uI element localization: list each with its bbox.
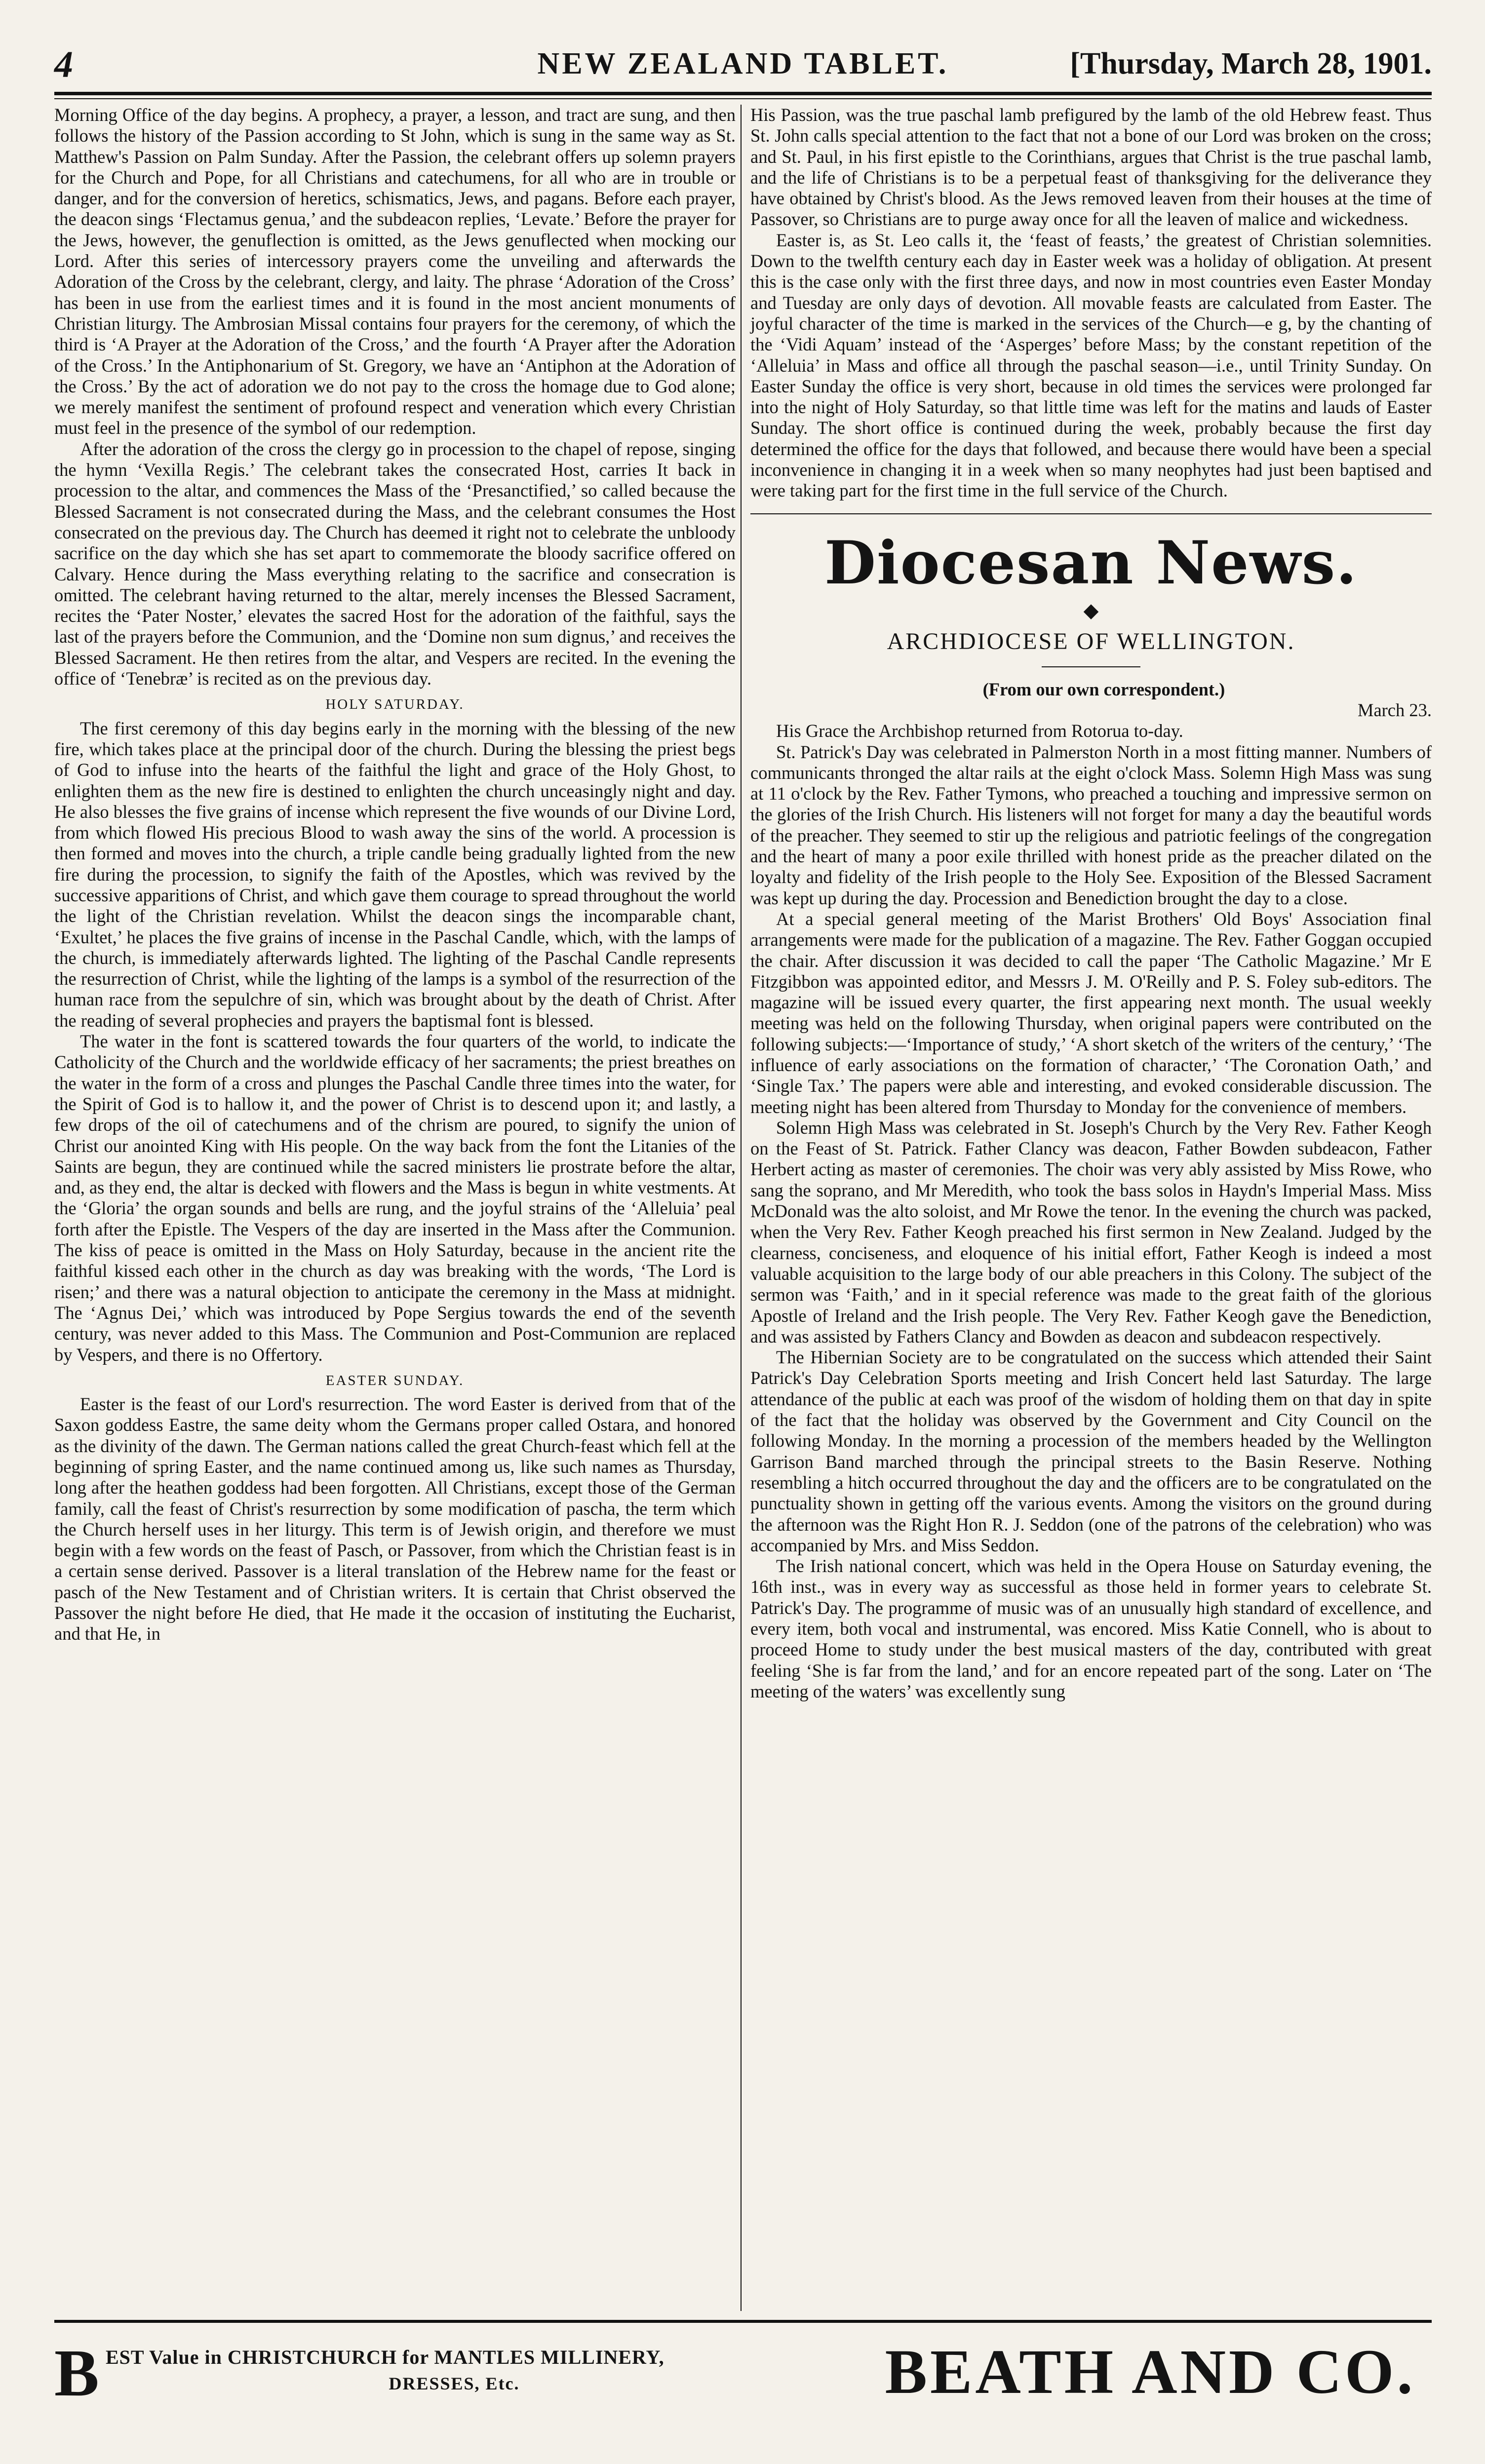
diocesan-news-heading: Diocesan News. [824, 528, 1358, 598]
section-heading-holy-saturday: HOLY SATURDAY. [325, 696, 465, 713]
right-column [750, 105, 1432, 1702]
news-paragraph: St. Patrick's Day was celebrated in Palmerston North in a most fitting manner. Numbers of communicants thronged the altar rails at the eight o'clock Mass. Solemn High Mass was sung at 11 o'clock by the Rev. Father Tymons, who preached a touching and impressive sermon on the glories of the Irish Church. His listeners will not forget for many a day the beautiful words of the preacher. They seemed to stir up the religious and patriotic feelings of the congregation and the heart of many a poor exile thrilled with honest pride as the preacher dilated on the loyalty and fidelity of the Irish people to the Holy See. Exposition of the Blessed Sacrament was kept up during the day. Procession and Benediction brought the day to a close. [750, 741, 1432, 908]
masthead-rule-thin [54, 98, 1432, 99]
news-paragraph: At a special general meeting of the Marist Brothers' Old Boys' Association final arrangements were made for the publication of a magazine. The Rev. Father Goggan occupied the chair. After discussion it was decided to call the paper ‘The Catholic Magazine.’ Mr E Fitzgibbon was appointed editor, and Messrs J. M. O'Reilly and P. S. Foley sub-editors. The magazine will be issued every quarter, the first appearing next month. The usual weekly meeting was held on the following Thursday, when original papers were contributed on the following subjects:—‘Importance of study,’ ‘A short sketch of the writers of the century,’ ‘The influence of early associations on the formation of character,’ ‘The Coronation Oath,’ and ‘Single Tax.’ The papers were able and interesting, and evoked considerable discussion. The meeting night has been altered from Thursday to Monday for the convenience of members. [750, 908, 1432, 1117]
dateline: March 23. [1357, 699, 1432, 720]
page-number: 4 [54, 44, 73, 85]
article-paragraph: The first ceremony of this day begins early in the morning with the blessing of the new fire, which takes place at the principal door of the church. During the blessing the priest begs of God to infuse into the hearts of the faithful the light and grace of the Holy Ghost, to enlighten them as the new fire is destined to enlighten the church unceasingly night and day. He also blesses the five grains of incense which represent the five wounds of our Divine Lord, from which flowed His precious Blood to wash away the sins of the world. A procession is then formed and moves into the church, a triple candle being gradually lighted from the new fire during the procession, to signify the faith of the Apostles, which was revived by the successive apparitions of Christ, and which gave them courage to spread throughout the world the light of the Christian revelation. Whilst the deacon sings the incomparable chant, ‘Exultet,’ he places the five grains of incense in the Paschal Candle, which, with the lamps of the church, is immediately afterwards lighted. The lighting of the Paschal Candle represents the resurrection of Christ, while the lighting of the lamps is a symbol of the resurrection of the human race from the sepulchre of sin, which was brought about by the death of Christ. After the reading of several prophecies and prayers the baptismal font is blessed. [54, 718, 736, 1031]
article-paragraph: Easter is, as St. Leo calls it, the ‘feast of feasts,’ the greatest of Christian solemnities. Down to the twelfth century each day in Easter week was a holiday of obligation. At present this is the case only with the first three days, and now in most countries even Easter Monday and Tuesday are only days of devotion. All movable feasts are calculated from Easter. The joyful character of the time is marked in the services of the Church—e g, by the chanting of the ‘Vidi Aquam’ instead of the ‘Asperges’ before Mass; by the constant repetition of the ‘Alleluia’ in Mass and office all through the paschal season—i.e., until Trinity Sunday. On Easter Sunday the office is very short, because in old times the services were prolonged far into the night of Holy Saturday, so that little time was left for the matins and lauds of Easter Sunday. The short office is continued during the week, probably because the first day determined the office for the days that followed, and because there would have been a special inconvenience in changing it in a week when so many neophytes had just been baptised and were taking part for the first time in the full service of the Church. [750, 230, 1432, 501]
article-paragraph: Morning Office of the day begins. A prophecy, a prayer, a lesson, and tract are sung, and then follows the history of the Passion according to St John, which is sung in the same way as St. Matthew's Passion on Palm Sunday. After the Passion, the celebrant offers up solemn prayers for the Church and Pope, for all Christians and catechumens, for all who are in trouble or danger, and for the conversion of heretics, schismatics, Jews, and pagans. Before each prayer, the deacon sings ‘Flectamus genua,’ and the subdeacon replies, ‘Levate.’ Before the prayer for the Jews, however, the genuflection is omitted, as the Jews genuflected when mocking our Lord. After this series of intercessory prayers come the unveiling and afterwards the Adoration of the Cross by the celebrant, clergy, and laity. The phrase ‘Adoration of the Cross’ has been in use from the earliest times and it is found in the most ancient monuments of Christian liturgy. The Ambrosian Missal contains four prayers for the ceremony, of which the third is ‘A Prayer at the Adoration of the Cross,’ and the fourth ‘A Prayer after the Adoration of the Cross.’ In the Antiphonarium of St. Gregory, we have an ‘Antiphon at the Adoration of the Cross.’ By the act of adoration we do not pay to the cross the homage due to God alone; we merely manifest the sentiment of profound respect and veneration which every Christian must feel in the presence of the symbol of our redemption. [54, 105, 736, 438]
left-column [54, 105, 736, 1645]
news-paragraph: His Grace the Archbishop returned from Rotorua to-day. [776, 721, 1183, 741]
article-paragraph: After the adoration of the cross the clergy go in procession to the chapel of repose, singing the hymn ‘Vexilla Regis.’ The celebrant takes the consecrated Host, carries It back in procession to the altar, and commences the Mass of the ‘Presanctified,’ so called because the Blessed Sacrament is not consecrated during the Mass, and the celebrant consumes the Host consecrated on the previous day. The Church has deemed it right not to celebrate the unbloody sacrifice on the day which she has set apart to commemorate the bloody sacrifice offered on Calvary. Hence during the Mass everything relating to the sacrifice and consecration is omitted. The celebrant having returned to the altar, merely incenses the Blessed Sacrament, recites the ‘Pater Noster,’ elevates the sacred Host for the adoration of the faithful, says the last of the prayers before the Communion, and the ‘Domine non sum dignus,’ and receives the Blessed Sacrament. He then retires from the altar, and Vespers are recited. In the evening the office of ‘Tenebræ’ is recited as on the previous day. [54, 438, 736, 689]
short-rule [1042, 666, 1140, 667]
section-rule [750, 513, 1432, 514]
article-paragraph: His Passion, was the true paschal lamb prefigured by the lamb of the old Hebrew feast. Thus St. John calls special attention to the fact that not a bone of our Lord was broken on the cross; and St. Paul, in his first epistle to the Corinthians, argues that Christ is the true paschal lamb, and the life of Christians is to be a perpetual feast of thanksgiving for the deliverance they have obtained by Christ's blood. As the Jews removed leaven from their houses at the time of Passover, so Christians are to purge away once for all the leaven of malice and wickedness. [750, 105, 1432, 230]
article-paragraph: The water in the font is scattered towards the four quarters of the world, to indicate the Catholicity of the Church and the worldwide efficacy of her sacraments; the priest breathes on the water in the form of a cross and plunges the Paschal Candle three times into the water, for the Spirit of God is to hallow it, and the power of Christ is to descend upon it; and lastly, a few drops of the oil of catechumens and of the chrism are poured, to signify the union of Christ our anointed King with His people. On the way back from the font the Litanies of the Saints are begun, they are continued while the sacred ministers lie prostrate before the altar, and, as they end, the altar is decked with flowers and the Mass is begun in white vestments. At the ‘Gloria’ the organ sounds and bells are rung, and the joyful strains of the ‘Alleluia’ peal forth after the Epistle. The Vespers of the day are inserted in the Mass after the Communion. The kiss of peace is omitted in the Mass on Holy Saturday, because in the ancient rite the faithful kissed each other in the church as day was breaking with the words, ‘The Lord is risen;’ and there was a natural objection to anticipate the ceremony in the Mass at midnight. The ‘Agnus Dei,’ which was introduced by Pope Sergius towards the end of the seventh century, was never added to this Mass. The Communion and Post-Communion are replaced by Vespers, and there is no Offertory. [54, 1031, 736, 1365]
archdiocese-heading: ARCHDIOCESE OF WELLINGTON. [887, 628, 1295, 654]
advert-initial-letter: B [54, 2336, 99, 2410]
column-divider [741, 105, 742, 2311]
masthead [54, 43, 1432, 88]
masthead-rule-thick [54, 92, 1432, 95]
section-heading-easter-sunday: EASTER SUNDAY. [325, 1372, 465, 1388]
issue-date: [Thursday, March 28, 1901. [1070, 47, 1432, 80]
correspondent-line: (From our own correspondent.) [982, 679, 1225, 699]
footer-rule [54, 2320, 1432, 2323]
newspaper-title: NEW ZEALAND TABLET. [537, 47, 949, 80]
news-paragraph: The Irish national concert, which was held in the Opera House on Saturday evening, the 16th inst., was in every way as successful as those held in former years to celebrate St. Patrick's Day. The programme of music was of an unusually high standard of excellence, and every item, both vocal and instrumental, was encored. Miss Katie Connell, who is about to proceed Home to study under the best musical masters of the day, contributed with great feeling ‘She is far from the land,’ and for an encore repeated part of the song. Later on ‘The meeting of the waters’ was excellently sung [750, 1556, 1432, 1701]
footer-advert-text [54, 2336, 854, 2414]
ornament-divider: ◆ [1083, 599, 1099, 621]
advert-line-1: EST Value in CHRISTCHURCH for MANTLES MILLINERY, [106, 2346, 664, 2368]
advert-line-2: DRESSES, Etc. [389, 2374, 520, 2393]
news-paragraph: Solemn High Mass was celebrated in St. Joseph's Church by the Very Rev. Father Keogh on the Feast of St. Patrick. Father Clancy was deacon, Father Bowden subdeacon, Father Herbert acting as master of ceremonies. The choir was very ably assisted by Miss Rowe, who sang the soprano, and Mr Meredith, who took the bass solos in Haydn's Imperial Mass. Miss McDonald was the alto soloist, and Mr Rowe the tenor. In the evening the church was packed, when the Very Rev. Father Keogh preached his first sermon in New Zealand. Judged by the clearness, conciseness, and eloquence of his initial effort, Father Keogh is indeed a most valuable acquisition to the large body of our able preachers in this Colony. The subject of the sermon was ‘Faith,’ and in it special reference was made to the great faith of the glorious Apostle of Ireland and the Irish people. The Very Rev. Father Keogh gave the Benediction, and was assisted by Fathers Clancy and Bowden as deacon and subdeacon respectively. [750, 1117, 1432, 1347]
advertiser-name: BEATH AND CO. [885, 2337, 1416, 2407]
article-paragraph: Easter is the feast of our Lord's resurrection. The word Easter is derived from that of the Saxon goddess Eastre, the same deity whom the Germans proper called Ostara, and honored as the divinity of the dawn. The German nations called the great Church-feast which fell at the beginning of spring Easter, and the name continued among us, like such names as Thursday, long after the heathen goddess had been forgotten. All Christians, except those of the German family, call the feast of Christ's resurrection by some modification of pascha, the term which the Church herself uses in her liturgy. This term is of Jewish origin, and therefore we must begin with a few words on the feast of Pasch, or Passover, from which the Christian feast is in a certain sense derived. Passover is a literal translation of the Hebrew name for the feast or pasch of the New Testament and of Christian writers. It is certain that Christ observed the Passover the night before He died, that He made it the occasion of instituting the Eucharist, and that He, in [54, 1394, 736, 1644]
news-paragraph: The Hibernian Society are to be congratulated on the success which attended their Saint Patrick's Day Celebration Sports meeting and Irish Concert held last Saturday. The large attendance of the public at each was proof of the wisdom of holding them on that day in spite of the fact that the holiday was observed by the Government and City Council on the following Monday. In the morning a procession of the members headed by the Wellington Garrison Band marched through the principal streets to the Basin Reserve. Nothing resembling a hitch occurred throughout the day and the officers are to be congratulated on the punctuality shown in getting off the various events. Among the visitors on the ground during the afternoon was the Right Hon R. J. Seddon (one of the patrons of the celebration) who was accompanied by Mrs. and Miss Seddon. [750, 1347, 1432, 1555]
